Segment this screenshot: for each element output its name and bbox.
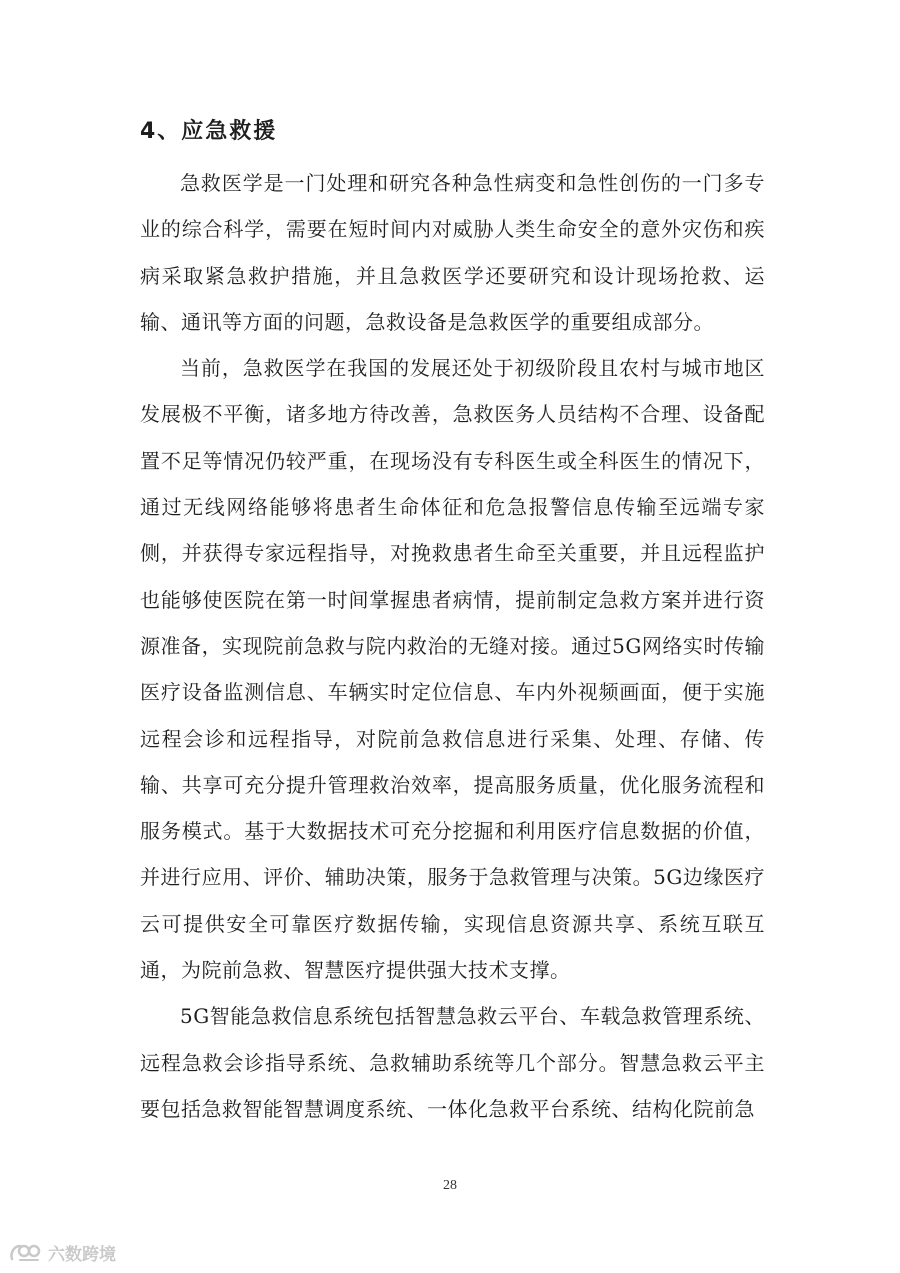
page-number: 28 bbox=[443, 1178, 457, 1193]
paragraph-1: 急救医学是一门处理和研究各种急性病变和急性创伤的一门多专业的综合科学，需要在短时间内对威胁人类生命安全的意外灾伤和疾病采取紧急救护措施，并且急救医学还要研究和设计现场抢救、运输、通讯等方面的问题，急救设备是急救医学的重要组成部分。 bbox=[140, 171, 765, 334]
logo-mark-icon bbox=[8, 1241, 42, 1265]
paragraph-3: 5G智能急救信息系统包括智慧急救云平台、车载急救管理系统、远程急救会诊指导系统、急救辅助系统等几个部分。智慧急救云平主要包括急救智能智慧调度系统、一体化急救平台系统、结构化院前急 bbox=[140, 1004, 765, 1121]
watermark bbox=[8, 1240, 116, 1265]
watermark-text: 六数跨境 bbox=[48, 1245, 116, 1265]
section-heading: 4、应急救援 bbox=[140, 119, 278, 144]
paragraph-2: 当前，急救医学在我国的发展还处于初级阶段且农村与城市地区发展极不平衡，诸多地方待改善，急救医务人员结构不合理、设备配置不足等情况仍较严重，在现场没有专科医生或全科医生的情况下，通过无线网络能够将患者生命体征和危急报警信息传输至远端专家侧，并获得专家远程指导，对挽救患者生命至关重要，并且远程监护也能够使医院在第一时间掌握患者病情，提前制定急救方案并进行资源准备，实现院前急救与院内救治的无缝对接。通过5G网络实时传输医疗设备监测信息、车辆实时定位信息、车内外视频画面，便于实施远程会诊和远程指导，对院前急救信息进行采集、处理、存储、传输、共享可充分提升管理救治效率，提高服务质量，优化服务流程和服务模式。基于大数据技术可充分挖掘和利用医疗信息数据的价值，并进行应用、评价、辅助决策，服务于急救管理与决策。5G边缘医疗云可提供安全可靠医疗数据传输，实现信息资源共享、系统互联互通，为院前急救、智慧医疗提供强大技术支撑。 bbox=[140, 356, 765, 983]
body-text bbox=[140, 160, 765, 1132]
